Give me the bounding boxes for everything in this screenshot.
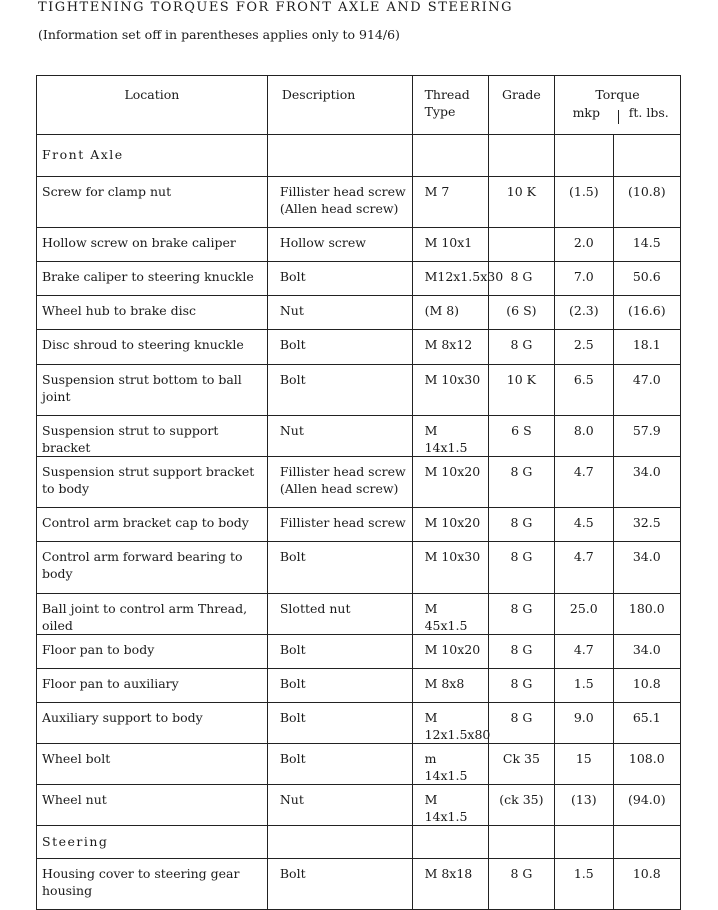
table-row (37, 859, 681, 910)
header-thread-line2: Type (424, 104, 456, 119)
cell-description: Fillister head screw (267, 508, 412, 542)
cell-thread: M 10x20 (412, 457, 488, 508)
cell-thread: M 10x1 (412, 228, 488, 262)
cell-mkp: (13) (555, 785, 614, 826)
cell-grade: 8 G (488, 508, 554, 542)
cell-mkp: 1.5 (555, 859, 614, 910)
cell-grade (488, 826, 554, 859)
cell-location: Suspension strut to support bracket (37, 416, 268, 457)
header-torque-title: Torque (595, 87, 640, 102)
cell-grade: (ck 35) (488, 785, 554, 826)
cell-location: Screw for clamp nut (37, 177, 268, 228)
cell-thread: M 45x1.5 (412, 594, 488, 635)
cell-mkp: 1.5 (555, 669, 614, 703)
cell-thread: M 8x12 (412, 330, 488, 365)
cell-location: Wheel bolt (37, 744, 268, 785)
cell-description: Bolt (267, 365, 412, 416)
cell-thread: M12x1.5x30 (412, 262, 488, 296)
cell-location: Front Axle (37, 135, 268, 177)
cell-thread: m 14x1.5 (412, 744, 488, 785)
table-row (37, 457, 681, 508)
cell-grade: 8 G (488, 330, 554, 365)
cell-thread (412, 826, 488, 859)
cell-description: Bolt (267, 703, 412, 744)
cell-mkp: (2.3) (555, 296, 614, 330)
cell-location: Control arm bracket cap to body (37, 508, 268, 542)
cell-grade: 8 G (488, 594, 554, 635)
header-location: Location (37, 76, 268, 135)
cell-location: Floor pan to auxiliary (37, 669, 268, 703)
table-row (37, 262, 681, 296)
cell-thread: M 14x1.5 (412, 416, 488, 457)
cell-mkp: 4.7 (555, 457, 614, 508)
section-row (37, 135, 681, 177)
cell-ft: 47.0 (613, 365, 680, 416)
cell-location: Control arm forward bearing to body (37, 542, 268, 594)
cell-thread: M 10x20 (412, 635, 488, 669)
cell-description: Bolt (267, 542, 412, 594)
cell-description: Hollow screw (267, 228, 412, 262)
header-grade: Grade (488, 76, 554, 135)
cell-description: Bolt (267, 859, 412, 910)
cell-mkp: 15 (555, 744, 614, 785)
table-row (37, 744, 681, 785)
cell-grade: Ck 35 (488, 744, 554, 785)
cell-ft: (16.6) (613, 296, 680, 330)
cell-mkp: 25.0 (555, 594, 614, 635)
cell-thread: M 8x8 (412, 669, 488, 703)
cell-mkp: 9.0 (555, 703, 614, 744)
cell-mkp: 4.5 (555, 508, 614, 542)
cell-ft: (10.8) (613, 177, 680, 228)
cell-description: Bolt (267, 262, 412, 296)
cell-mkp: 7.0 (555, 262, 614, 296)
table-row (37, 703, 681, 744)
cell-grade: 8 G (488, 635, 554, 669)
table-row (37, 330, 681, 365)
cell-description: Bolt (267, 635, 412, 669)
torque-table (36, 75, 681, 910)
cell-thread: M 7 (412, 177, 488, 228)
cell-ft (613, 135, 680, 177)
cell-location: Wheel nut (37, 785, 268, 826)
table-row (37, 594, 681, 635)
table-row (37, 508, 681, 542)
cell-location: Hollow screw on brake caliper (37, 228, 268, 262)
table-header-row (37, 76, 681, 135)
cell-grade: 8 G (488, 262, 554, 296)
section-row (37, 826, 681, 859)
cell-mkp (555, 826, 614, 859)
cell-location: Disc shroud to steering knuckle (37, 330, 268, 365)
cell-thread: M 10x30 (412, 365, 488, 416)
cell-thread: M 12x1.5x80 (412, 703, 488, 744)
cell-thread: M 8x18 (412, 859, 488, 910)
cell-description: Nut (267, 785, 412, 826)
cell-mkp: (1.5) (555, 177, 614, 228)
cell-description (267, 135, 412, 177)
cell-ft: 18.1 (613, 330, 680, 365)
header-thread-line1: Thread (424, 87, 470, 102)
cell-location: Brake caliper to steering knuckle (37, 262, 268, 296)
cell-ft: 10.8 (613, 669, 680, 703)
header-torque (555, 76, 681, 135)
cell-ft: (94.0) (613, 785, 680, 826)
cell-location: Ball joint to control arm Thread, oiled (37, 594, 268, 635)
cell-location: Suspension strut support bracket to body (37, 457, 268, 508)
header-ftlbs: ft. lbs. (628, 105, 669, 120)
cell-ft: 108.0 (613, 744, 680, 785)
cell-thread: (M 8) (412, 296, 488, 330)
cell-grade: 10 K (488, 365, 554, 416)
cell-description: Nut (267, 416, 412, 457)
cell-location: Steering (37, 826, 268, 859)
cell-mkp: 8.0 (555, 416, 614, 457)
cell-description: Nut (267, 296, 412, 330)
table-row (37, 365, 681, 416)
cell-thread: M 14x1.5 (412, 785, 488, 826)
cell-mkp: 6.5 (555, 365, 614, 416)
table-row (37, 296, 681, 330)
cell-mkp: 2.0 (555, 228, 614, 262)
cell-ft: 180.0 (613, 594, 680, 635)
cell-mkp: 2.5 (555, 330, 614, 365)
cell-grade: 8 G (488, 542, 554, 594)
cell-grade (488, 135, 554, 177)
table-row (37, 635, 681, 669)
cell-description: Bolt (267, 669, 412, 703)
table-row (37, 669, 681, 703)
cell-grade: 10 K (488, 177, 554, 228)
table-row (37, 416, 681, 457)
cell-ft: 34.0 (613, 542, 680, 594)
cell-location: Floor pan to body (37, 635, 268, 669)
cell-ft: 34.0 (613, 457, 680, 508)
cell-location: Housing cover to steering gear housing (37, 859, 268, 910)
cell-mkp: 4.7 (555, 635, 614, 669)
cell-ft: 57.9 (613, 416, 680, 457)
header-mkp: mkp (572, 105, 600, 120)
header-description: Description (267, 76, 412, 135)
cell-description: Slotted nut (267, 594, 412, 635)
cell-ft: 65.1 (613, 703, 680, 744)
cell-grade: 8 G (488, 457, 554, 508)
cell-grade: 6 S (488, 416, 554, 457)
cell-ft: 10.8 (613, 859, 680, 910)
cell-thread (412, 135, 488, 177)
cell-thread: M 10x20 (412, 508, 488, 542)
cell-ft (613, 826, 680, 859)
cell-thread: M 10x30 (412, 542, 488, 594)
cell-ft: 14.5 (613, 228, 680, 262)
header-thread (412, 76, 488, 135)
cell-location: Auxiliary support to body (37, 703, 268, 744)
header-torque-divider (618, 110, 619, 124)
cell-location: Suspension strut bottom to ball joint (37, 365, 268, 416)
cell-description: Bolt (267, 744, 412, 785)
cell-ft: 32.5 (613, 508, 680, 542)
table-row (37, 542, 681, 594)
cell-description: Bolt (267, 330, 412, 365)
cell-location: Wheel hub to brake disc (37, 296, 268, 330)
cell-mkp: 4.7 (555, 542, 614, 594)
table-row (37, 785, 681, 826)
page-title: TIGHTENING TORQUES FOR FRONT AXLE AND STEERING (38, 0, 514, 15)
table-row (37, 177, 681, 228)
page-subtitle: (Information set off in parentheses applies only to 914/6) (38, 27, 400, 42)
cell-mkp (555, 135, 614, 177)
cell-description: Fillister head screw (Allen head screw) (267, 457, 412, 508)
table-row (37, 228, 681, 262)
cell-ft: 34.0 (613, 635, 680, 669)
cell-grade: 8 G (488, 669, 554, 703)
cell-grade: 8 G (488, 859, 554, 910)
cell-grade: 8 G (488, 703, 554, 744)
cell-grade: (6 S) (488, 296, 554, 330)
table-body (37, 135, 681, 910)
cell-description (267, 826, 412, 859)
cell-ft: 50.6 (613, 262, 680, 296)
cell-description: Fillister head screw (Allen head screw) (267, 177, 412, 228)
cell-grade (488, 228, 554, 262)
